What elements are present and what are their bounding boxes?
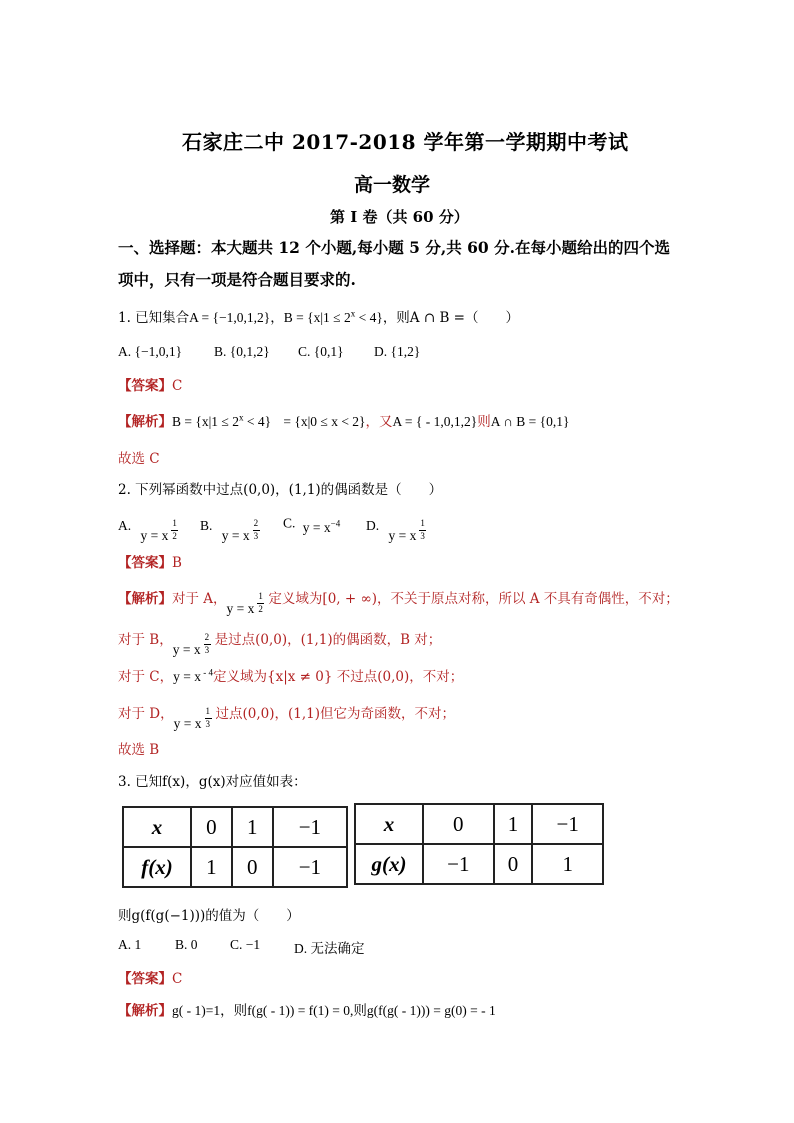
q2-analysis-b-frac bbox=[201, 632, 215, 660]
q1-stem: 1. 已知集合A = {−1,0,1,2}，$B = \{x|1 \le 2^x < 4\}$，则A ∩ B =（ ） bbox=[118, 308, 519, 326]
q2-answer-value: B bbox=[172, 555, 182, 571]
q2-option-b-expr bbox=[221, 518, 264, 543]
q1-analysis-b-end: < 4} bbox=[243, 414, 272, 429]
q3-option-d: D. 无法确定 bbox=[294, 941, 365, 956]
q3-table-g-head-0: x bbox=[355, 804, 423, 844]
q3-analysis-tag: 【解析】 bbox=[118, 1003, 172, 1019]
q2-analysis-c bbox=[118, 665, 463, 685]
q3-table-g-row-0: g(x) bbox=[355, 844, 423, 884]
q3-table-g-row-2: 0 bbox=[494, 844, 533, 884]
q2-a-frac bbox=[168, 518, 182, 546]
q2-c-exp: −4 bbox=[330, 518, 341, 528]
exam-subtitle: 高一数学 bbox=[354, 174, 431, 196]
q2-analysis-b-y: y = x bbox=[172, 642, 201, 657]
q3-table-g bbox=[354, 803, 604, 885]
q3-option-b: B. 0 bbox=[175, 937, 198, 952]
q2-b-frac bbox=[250, 518, 264, 546]
q1-set-b-start: B = {x|1 ≤ 2 bbox=[283, 310, 351, 325]
q2-option-d-expr bbox=[388, 518, 431, 543]
q3-answer-tag: 【答案】 bbox=[118, 971, 172, 987]
q2-option-b bbox=[200, 514, 264, 543]
q2-a-y: y = x bbox=[140, 528, 169, 543]
q2-a-den: 2 bbox=[172, 531, 177, 541]
q2-option-d bbox=[366, 514, 430, 543]
q2-analysis-d-num: 1 bbox=[205, 706, 210, 716]
q2-c-y: y = x bbox=[302, 519, 331, 535]
q1-answer-value: C bbox=[172, 378, 183, 394]
q2-analysis-c-expr bbox=[173, 669, 213, 684]
q3-table-f-header-row bbox=[123, 807, 347, 847]
q1-set-b-exp: x bbox=[350, 308, 356, 319]
q2-option-c-expr bbox=[303, 520, 340, 535]
q2-analysis-a-y: y = x bbox=[226, 601, 255, 616]
q3-table-f-row-3: −1 bbox=[273, 847, 347, 887]
q3-question: 则g(f(g(−1)))的值为（ ） bbox=[118, 908, 300, 924]
q3-stem: 3. 已知f(x)，g(x)对应值如表： bbox=[118, 774, 307, 790]
q2-analysis-d-y: y = x bbox=[173, 716, 202, 731]
q3-option-c: C. −1 bbox=[230, 937, 261, 952]
q3-table-f-head-3: −1 bbox=[273, 807, 347, 847]
q2-analysis-a-frac bbox=[254, 591, 268, 619]
q1-option-a: A. {−1,0,1} bbox=[118, 344, 183, 359]
q2-analysis-c-exp: - 4 bbox=[201, 667, 213, 678]
exam-title: 石家庄二中 2017-2018 学年第一学期期中考试 bbox=[182, 130, 629, 154]
q3-analysis-text: g( - 1)=1，则f(g( - 1)) = f(1) = 0,则g(f(g( - 1))) = g(0) = - 1 bbox=[172, 1003, 496, 1018]
q3-table-g-head-1: 0 bbox=[423, 804, 494, 844]
q2-option-a bbox=[118, 514, 182, 543]
q2-analysis-d-expr bbox=[173, 706, 216, 731]
q2-d-frac bbox=[416, 518, 430, 546]
q1-analysis-b-exp: x bbox=[238, 412, 244, 423]
q2-analysis-d bbox=[118, 702, 456, 731]
q2-analysis-b bbox=[118, 628, 442, 657]
q1-analysis-b-start: B = {x|1 ≤ 2 bbox=[172, 414, 239, 429]
q3-table-f-head-1: 0 bbox=[191, 807, 232, 847]
q2-answer bbox=[118, 551, 182, 571]
q2-analysis-a-num: 1 bbox=[258, 591, 263, 601]
q2-conclusion: 故选 B bbox=[118, 742, 160, 758]
q2-analysis-tag: 【解析】 bbox=[118, 591, 172, 607]
q1-stem-text: 1. 已知集合 bbox=[118, 310, 190, 326]
q2-analysis-c-text: 定义域为{x|x ≠ 0} 不过点(0,0)，不对； bbox=[213, 669, 464, 685]
q2-option-c bbox=[283, 514, 341, 535]
q3-table-g-head-2: 1 bbox=[494, 804, 533, 844]
q2-analysis-a-label: 对于 A， bbox=[172, 591, 227, 607]
q2-analysis-a bbox=[118, 587, 679, 616]
q3-table-g-row-1: −1 bbox=[423, 844, 494, 884]
q1-option-d: D. {1,2} bbox=[374, 344, 421, 359]
q1-answer bbox=[118, 374, 182, 394]
q3-table-g-head-3: −1 bbox=[532, 804, 603, 844]
q2-a-num: 1 bbox=[172, 518, 177, 528]
q2-option-c-label: C. bbox=[283, 515, 296, 531]
q2-analysis-d-label: 对于 D， bbox=[118, 706, 174, 722]
q1-analysis bbox=[118, 410, 569, 430]
q3-option-a: A. 1 bbox=[118, 937, 142, 952]
q2-b-den: 3 bbox=[253, 531, 259, 541]
q2-analysis-b-num: 2 bbox=[204, 632, 210, 642]
q2-option-d-label: D. bbox=[366, 518, 380, 533]
volume-heading: 第 I 卷（共 60 分） bbox=[330, 208, 469, 226]
q3-answer bbox=[118, 967, 182, 987]
q2-option-a-expr bbox=[140, 518, 183, 543]
q2-analysis-b-expr bbox=[172, 632, 215, 657]
q1-analysis-set-a: A = { - 1,0,1,2} bbox=[392, 414, 478, 429]
q3-answer-value: C bbox=[172, 971, 183, 987]
q1-option-b: B. {0,1,2} bbox=[214, 344, 270, 359]
q2-stem: 2. 下列幂函数中过点(0,0)，(1,1)的偶函数是（ ） bbox=[118, 482, 443, 498]
q1-answer-tag: 【答案】 bbox=[118, 378, 172, 394]
q2-analysis-b-text: 是过点(0,0)，(1,1)的偶函数，B 对； bbox=[214, 632, 442, 648]
q1-analysis-intersection: A ∩ B = {0,1} bbox=[490, 414, 570, 429]
q2-analysis-d-den: 3 bbox=[205, 719, 210, 729]
q1-analysis-then: 则 bbox=[477, 414, 491, 430]
q2-d-num: 1 bbox=[420, 518, 425, 528]
q1-set-a: A = {−1,0,1,2} bbox=[189, 310, 271, 325]
q1-analysis-and: ，又 bbox=[365, 414, 393, 430]
q2-analysis-c-y: y = x bbox=[173, 669, 201, 684]
q1-set-b-end: < 4} bbox=[355, 310, 383, 325]
q2-option-b-label: B. bbox=[200, 518, 213, 533]
q3-table-g-header-row bbox=[355, 804, 603, 844]
q2-analysis-a-text: 定义域为[0, + ∞)，不关于原点对称，所以 A 不具有奇偶性，不对； bbox=[268, 591, 679, 607]
q2-d-y: y = x bbox=[388, 528, 417, 543]
q2-answer-tag: 【答案】 bbox=[118, 555, 172, 571]
q2-analysis-d-frac bbox=[202, 706, 216, 734]
q3-table-g-value-row bbox=[355, 844, 603, 884]
q3-analysis bbox=[118, 999, 496, 1019]
q2-b-y: y = x bbox=[221, 528, 250, 543]
section-heading-line1: 一、选择题：本大题共 12 个小题,每小题 5 分,共 60 分.在每小题给出的四个选 bbox=[118, 238, 670, 257]
q2-analysis-b-label: 对于 B， bbox=[118, 632, 173, 648]
q3-table-f-row-0: f(x) bbox=[123, 847, 191, 887]
q1-analysis-tag: 【解析】 bbox=[118, 414, 172, 430]
q1-conclusion: 故选 C bbox=[118, 451, 160, 467]
q2-analysis-a-den: 2 bbox=[258, 604, 263, 614]
q2-analysis-d-text: 过点(0,0)，(1,1)但它为奇函数，不对； bbox=[215, 706, 456, 722]
q2-analysis-a-expr bbox=[226, 591, 269, 616]
q2-analysis-c-label: 对于 C， bbox=[118, 669, 174, 685]
q3-table-g-row-3: 1 bbox=[532, 844, 603, 884]
q2-b-num: 2 bbox=[253, 518, 259, 528]
q1-analysis-set-b bbox=[172, 414, 271, 429]
q3-table-f-head-0: x bbox=[123, 807, 191, 847]
q3-table-f-head-2: 1 bbox=[232, 807, 273, 847]
section-heading-line2: 项中，只有一项是符合题目要求的. bbox=[118, 270, 356, 289]
q2-d-den: 3 bbox=[420, 531, 425, 541]
q2-analysis-b-den: 3 bbox=[204, 645, 210, 655]
q3-table-f-row-1: 1 bbox=[191, 847, 232, 887]
q1-option-c: C. {0,1} bbox=[298, 344, 344, 359]
q1-stem-end: ，则A ∩ B =（ ） bbox=[382, 310, 519, 326]
q3-table-f-row-2: 0 bbox=[232, 847, 273, 887]
q1-analysis-result: = {x|0 ≤ x < 2} bbox=[283, 414, 366, 429]
q3-table-f bbox=[122, 806, 348, 888]
q2-option-a-label: A. bbox=[118, 518, 132, 533]
q3-table-f-value-row bbox=[123, 847, 347, 887]
q1-set-b bbox=[284, 310, 383, 325]
